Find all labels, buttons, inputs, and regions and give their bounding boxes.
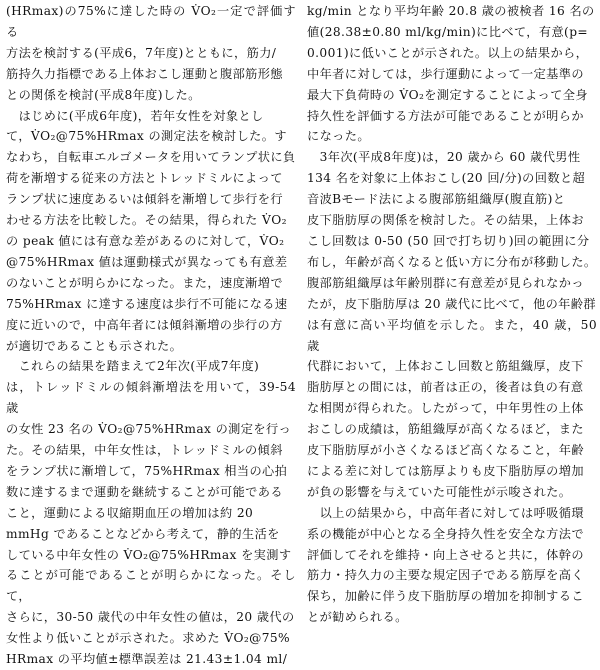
paragraph-year1-results: はじめに(平成6年度)，若年女性を対象とし て，V̇O₂@75%HRmax の測定法を検討した。す なわち，自転車エルゴメータを用いてランプ状に負 荷を漸増する従来の方法とトレッドミルによって ランプ状に速度あるいは傾斜を漸増して歩行を行 わせる方法を比較した。その結果，得られた V̇O₂ の peak 値には有意な差があるのに対して，V̇O₂ @75%HRmax 値は運動様式が異なっても有意差 のないことが明らかになった。また，速度漸増で 75%HRmax に達する速度は歩行不可能になる速 度に近いので，中高年者には傾斜漸増の歩行の方 が適切であることも示された。 [6,108,296,353]
left-column [6,1,296,667]
paragraph-year2-results: これらの結果を踏まえて2年次(平成7年度) は，トレッドミルの傾斜漸増法を用いて，39-54 歳 の女性 23 名の V̇O₂@75%HRmax の測定を行っ た。その結果，中年女性は，トレッドミルの傾斜 をランプ状に漸増して，75%HRmax 相当の心拍 数に達するまで運動を継続することが可能である こと，運動による収縮期血圧の増加は約 20 mmHg であることなどから考えて，静的生活を している中年女性の V̇O₂@75%HRmax を実測す ることが可能であることが明らかになった。そして， さらに，30-50 歳代の中年女性の値は，20 歳代の 女性より低いことが示された。求めた V̇O₂@75% HRmax の平均値±標準誤差は 21.43±1.04 ml/ [6,359,296,667]
paragraph-final-conclusion: 以上の結果から，中高年者に対しては呼吸循環 系の機能が中心となる全身持久性を安全な方法で 評価してそれを維持・向上させると共に，体幹の 筋力・持久力の主要な規定因子である筋厚を高く 保ち，加齢に伴う皮下脂肪厚の増加を抑制するこ とが勧められる。 [307,505,584,625]
paragraph-year2-conclusion: kg/min となり平均年齢 20.8 歳の被検者 16 名の 値(28.38±0.80 ml/kg/min)に比べて，有意(p= 0.001)に低いことが示された。以上の結果から， 中年者に対しては，歩行運動によって一定基準の 最大下負荷時の V̇O₂を測定することによって全身 持久性を評価する方法が可能であることが明らか になった。 [307,4,595,144]
paragraph-method-overview: (HRmax)の75%に達した時の V̇O₂一定で評価する 方法を検討する(平成6，7年度)とともに，筋力/ 筋持久力指標である上体おこし運動と腹部筋形態 との関係を検討(平成8年度)した。 [6,4,296,102]
paragraph-year3-results: 3年次(平成8年度)は，20 歳から 60 歳代男性 134 名を対象に上体おこし(20 回/分)の回数と超 音波Bモード法による腹部筋組織厚(腹直筋)と 皮下脂肪厚の関係を検討した。その結果，上体お こし回数は 0-50 (50 回で打ち切り)回の範囲に分 布し，年齢が高くなると低い方に分布が移動した。 腹部筋組織厚は年齢別群に有意差が見られなかっ たが，皮下脂肪厚は 20 歳代に比べて，他の年齢群 は有意に高い平均値を示した。また，40 歳，50 歳 代群において，上体おこし回数と筋組織厚，皮下 脂肪厚との間には，前者は正の，後者は負の有意 な相関が得られた。したがって，中年男性の上体 おこしの成績は，筋組織厚が高くなるほど，また 皮下脂肪厚が小さくなるほど高くなること，年齢 による差に対しては筋厚よりも皮下脂肪厚の増加 が負の影響を与えていた可能性が示唆された。 [307,150,597,499]
right-column [307,1,597,625]
